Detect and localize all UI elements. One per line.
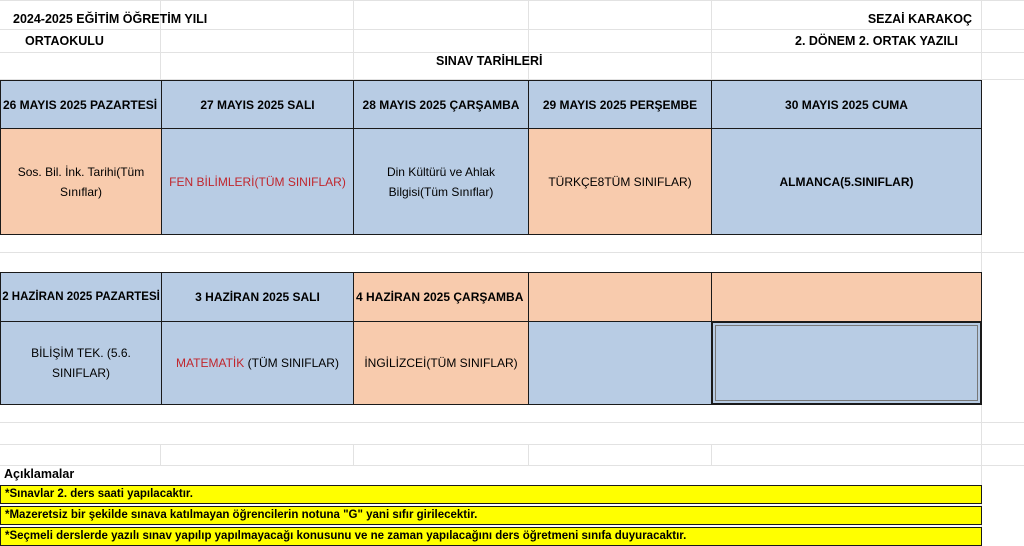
- exam-cell-4[interactable]: TÜRKÇE8TÜM SINIFLAR): [528, 128, 712, 235]
- date-cell-8[interactable]: 4 HAZİRAN 2025 ÇARŞAMBA: [353, 272, 529, 322]
- date-cell-3[interactable]: 28 MAYIS 2025 ÇARŞAMBA: [353, 80, 529, 129]
- date-cell-9[interactable]: [528, 272, 712, 322]
- exam-cell-8[interactable]: İNGİLİZCEİ(TÜM SINIFLAR): [353, 321, 529, 405]
- exam-name: 2. DÖNEM 2. ORTAK YAZILI: [795, 34, 958, 48]
- exam-cell-6[interactable]: BİLİŞİM TEK. (5.6. SINIFLAR): [0, 321, 162, 405]
- exam-cell-5[interactable]: ALMANCA(5.SINIFLAR): [711, 128, 982, 235]
- exam-cell-9[interactable]: [528, 321, 712, 405]
- exam-cell-1[interactable]: Sos. Bil. İnk. Tarihi(Tüm Sınıflar): [0, 128, 162, 235]
- notes-title: Açıklamalar: [4, 467, 75, 481]
- note-item-1[interactable]: *Sınavlar 2. ders saati yapılacaktır.: [0, 485, 982, 504]
- date-cell-10[interactable]: [711, 272, 982, 322]
- exam-cell-2[interactable]: FEN BİLİMLERİ(TÜM SINIFLAR): [161, 128, 354, 235]
- exam-cell-7-subject: MATEMATİK: [176, 356, 245, 370]
- date-cell-7[interactable]: 3 HAZİRAN 2025 SALI: [161, 272, 354, 322]
- school-name: SEZAİ KARAKOÇ: [867, 12, 972, 26]
- exam-cell-10[interactable]: [711, 321, 982, 405]
- exam-cell-3[interactable]: Din Kültürü ve Ahlak Bilgisi(Tüm Sınıflar): [353, 128, 529, 235]
- note-item-2[interactable]: *Mazeretsiz bir şekilde sınava katılmayan öğrencilerin notuna "G" yani sıfır girilecektir.: [0, 506, 982, 525]
- exam-cell-7-suffix: (TÜM SINIFLAR): [244, 356, 339, 370]
- school-year: 2024-2025 EĞİTİM ÖĞRETİM YILI: [13, 12, 208, 26]
- date-cell-4[interactable]: 29 MAYIS 2025 PERŞEMBE: [528, 80, 712, 129]
- note-item-3[interactable]: *Seçmeli derslerde yazılı sınav yapılıp yapılmayacağı konusunu ve ne zaman yapılacağını ders öğretmeni sınıfa duyuracaktır.: [0, 527, 982, 546]
- school-type: ORTAOKULU: [25, 34, 104, 48]
- date-cell-1[interactable]: 26 MAYIS 2025 PAZARTESİ: [0, 80, 162, 129]
- date-cell-5[interactable]: 30 MAYIS 2025 CUMA: [711, 80, 982, 129]
- date-cell-6[interactable]: 2 HAZİRAN 2025 PAZARTESİ: [0, 272, 162, 322]
- exam-cell-7[interactable]: [161, 321, 354, 405]
- page-title: SINAV TARİHLERİ: [436, 54, 543, 68]
- date-cell-2[interactable]: 27 MAYIS 2025 SALI: [161, 80, 354, 129]
